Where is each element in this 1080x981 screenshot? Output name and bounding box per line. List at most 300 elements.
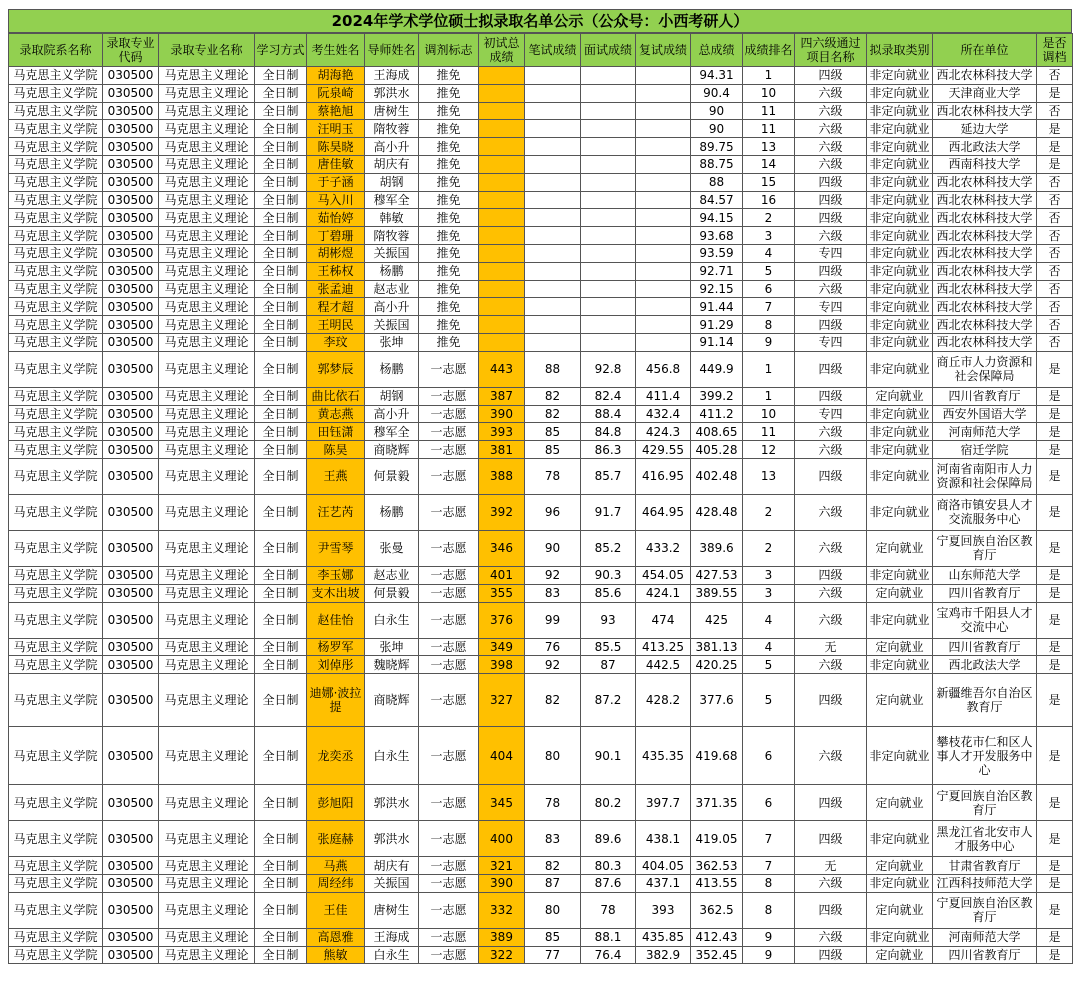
major-name-cell: 马克思主义理论 [159,441,255,459]
col-adjust-flag-header: 调剂标志 [419,34,479,67]
prelim-score-cell: 400 [479,821,525,857]
total-score-cell: 92.15 [691,280,743,298]
interview-score-cell: 93 [581,602,636,638]
advisor-cell: 高小升 [365,298,419,316]
table-row [9,566,1073,584]
work-unit-cell: 河南师范大学 [933,423,1037,441]
admit-type-cell: 非定向就业 [867,138,933,156]
written-score-cell [525,280,581,298]
adjust-flag-cell: 推免 [419,173,479,191]
total-score-cell: 84.57 [691,191,743,209]
col-interview-score-header: 面试成绩 [581,34,636,67]
admit-type-cell: 非定向就业 [867,84,933,102]
cet-cell: 四级 [795,785,867,821]
written-score-cell [525,102,581,120]
prelim-score-cell: 355 [479,584,525,602]
prelim-score-cell [479,244,525,262]
total-score-cell: 91.29 [691,316,743,334]
dept-cell: 马克思主义学院 [9,173,103,191]
retest-score-cell [636,102,691,120]
adjust-flag-cell: 推免 [419,316,479,334]
study-mode-cell: 全日制 [255,120,307,138]
retest-score-cell [636,280,691,298]
table-row [9,84,1073,102]
student-name-cell: 刘倬彤 [307,656,365,674]
interview-score-cell: 91.7 [581,494,636,530]
total-score-cell: 381.13 [691,638,743,656]
study-mode-cell: 全日制 [255,298,307,316]
total-score-cell: 411.2 [691,405,743,423]
table-row [9,351,1073,387]
dept-cell: 马克思主义学院 [9,674,103,727]
total-score-cell: 389.6 [691,530,743,566]
major-code-cell: 030500 [103,280,159,298]
table-row [9,821,1073,857]
total-score-cell: 419.68 [691,727,743,785]
adjust-flag-cell: 一志愿 [419,423,479,441]
cet-cell: 专四 [795,298,867,316]
written-score-cell: 78 [525,785,581,821]
rank-cell: 2 [743,209,795,227]
study-mode-cell: 全日制 [255,387,307,405]
work-unit-cell: 四川省教育厅 [933,638,1037,656]
prelim-score-cell: 376 [479,602,525,638]
study-mode-cell: 全日制 [255,405,307,423]
written-score-cell [525,262,581,280]
major-name-cell: 马克思主义理论 [159,892,255,928]
total-score-cell: 399.2 [691,387,743,405]
dept-cell: 马克思主义学院 [9,946,103,964]
cet-cell: 无 [795,638,867,656]
cet-cell: 四级 [795,458,867,494]
rank-cell: 8 [743,892,795,928]
work-unit-cell: 西北农林科技大学 [933,298,1037,316]
advisor-cell: 白永生 [365,727,419,785]
major-name-cell: 马克思主义理论 [159,387,255,405]
work-unit-cell: 西北农林科技大学 [933,227,1037,245]
table-row [9,602,1073,638]
prelim-score-cell: 388 [479,458,525,494]
prelim-score-cell: 389 [479,928,525,946]
major-name-cell: 马克思主义理论 [159,84,255,102]
total-score-cell: 90 [691,102,743,120]
dept-cell: 马克思主义学院 [9,566,103,584]
admit-type-cell: 定向就业 [867,946,933,964]
major-code-cell: 030500 [103,674,159,727]
prelim-score-cell [479,173,525,191]
study-mode-cell: 全日制 [255,155,307,173]
major-code-cell: 030500 [103,892,159,928]
student-name-cell: 王秭权 [307,262,365,280]
study-mode-cell: 全日制 [255,727,307,785]
retest-score-cell [636,316,691,334]
work-unit-cell: 西北政法大学 [933,656,1037,674]
written-score-cell [525,84,581,102]
interview-score-cell [581,333,636,351]
rank-cell: 14 [743,155,795,173]
major-code-cell: 030500 [103,423,159,441]
admit-type-cell: 定向就业 [867,674,933,727]
major-code-cell: 030500 [103,351,159,387]
transfer-file-cell: 是 [1037,120,1073,138]
adjust-flag-cell: 一志愿 [419,785,479,821]
rank-cell: 6 [743,727,795,785]
student-name-cell: 王佳 [307,892,365,928]
student-name-cell: 王燕 [307,458,365,494]
adjust-flag-cell: 推免 [419,138,479,156]
major-code-cell: 030500 [103,656,159,674]
advisor-cell: 韩敏 [365,209,419,227]
written-score-cell [525,67,581,85]
prelim-score-cell: 322 [479,946,525,964]
advisor-cell: 关振国 [365,874,419,892]
major-name-cell: 马克思主义理论 [159,155,255,173]
rank-cell: 2 [743,530,795,566]
total-score-cell: 352.45 [691,946,743,964]
student-name-cell: 胡彬煜 [307,244,365,262]
major-code-cell: 030500 [103,84,159,102]
student-name-cell: 张庭赫 [307,821,365,857]
prelim-score-cell [479,84,525,102]
retest-score-cell: 437.1 [636,874,691,892]
retest-score-cell: 442.5 [636,656,691,674]
transfer-file-cell: 是 [1037,928,1073,946]
written-score-cell: 82 [525,405,581,423]
adjust-flag-cell: 推免 [419,244,479,262]
cet-cell: 专四 [795,244,867,262]
major-code-cell: 030500 [103,928,159,946]
retest-score-cell: 397.7 [636,785,691,821]
dept-cell: 马克思主义学院 [9,155,103,173]
written-score-cell: 77 [525,946,581,964]
admit-type-cell: 定向就业 [867,892,933,928]
work-unit-cell: 延边大学 [933,120,1037,138]
written-score-cell: 92 [525,566,581,584]
admit-type-cell: 非定向就业 [867,227,933,245]
adjust-flag-cell: 推免 [419,84,479,102]
prelim-score-cell [479,102,525,120]
work-unit-cell: 西北农林科技大学 [933,262,1037,280]
written-score-cell: 96 [525,494,581,530]
table-row [9,423,1073,441]
transfer-file-cell: 是 [1037,441,1073,459]
study-mode-cell: 全日制 [255,602,307,638]
work-unit-cell: 西北农林科技大学 [933,173,1037,191]
transfer-file-cell: 是 [1037,892,1073,928]
table-row [9,173,1073,191]
interview-score-cell [581,120,636,138]
adjust-flag-cell: 推免 [419,333,479,351]
transfer-file-cell: 是 [1037,727,1073,785]
cet-cell: 六级 [795,280,867,298]
adjust-flag-cell: 一志愿 [419,584,479,602]
adjust-flag-cell: 一志愿 [419,351,479,387]
retest-score-cell [636,120,691,138]
interview-score-cell [581,155,636,173]
student-name-cell: 马燕 [307,857,365,875]
transfer-file-cell: 是 [1037,458,1073,494]
adjust-flag-cell: 一志愿 [419,405,479,423]
cet-cell: 六级 [795,602,867,638]
total-score-cell: 449.9 [691,351,743,387]
prelim-score-cell: 390 [479,874,525,892]
dept-cell: 马克思主义学院 [9,530,103,566]
major-code-cell: 030500 [103,638,159,656]
major-name-cell: 马克思主义理论 [159,674,255,727]
prelim-score-cell [479,316,525,334]
adjust-flag-cell: 推免 [419,280,479,298]
work-unit-cell: 西北政法大学 [933,138,1037,156]
dept-cell: 马克思主义学院 [9,227,103,245]
work-unit-cell: 西北农林科技大学 [933,191,1037,209]
student-name-cell: 汪明玉 [307,120,365,138]
rank-cell: 11 [743,423,795,441]
dept-cell: 马克思主义学院 [9,405,103,423]
interview-score-cell: 87.6 [581,874,636,892]
major-name-cell: 马克思主义理论 [159,584,255,602]
dept-cell: 马克思主义学院 [9,387,103,405]
retest-score-cell [636,244,691,262]
dept-cell: 马克思主义学院 [9,638,103,656]
dept-cell: 马克思主义学院 [9,209,103,227]
table-row [9,67,1073,85]
rank-cell: 3 [743,566,795,584]
admit-type-cell: 非定向就业 [867,67,933,85]
work-unit-cell: 宁夏回族自治区教育厅 [933,892,1037,928]
col-transfer-file-header: 是否调档 [1037,34,1073,67]
adjust-flag-cell: 一志愿 [419,530,479,566]
written-score-cell: 82 [525,387,581,405]
interview-score-cell: 89.6 [581,821,636,857]
student-name-cell: 程才超 [307,298,365,316]
student-name-cell: 阮泉崎 [307,84,365,102]
table-row [9,155,1073,173]
admit-type-cell: 定向就业 [867,785,933,821]
prelim-score-cell: 327 [479,674,525,727]
transfer-file-cell: 是 [1037,638,1073,656]
advisor-cell: 张坤 [365,333,419,351]
total-score-cell: 389.55 [691,584,743,602]
adjust-flag-cell: 一志愿 [419,638,479,656]
dept-cell: 马克思主义学院 [9,874,103,892]
dept-cell: 马克思主义学院 [9,892,103,928]
interview-score-cell: 87.2 [581,674,636,727]
cet-cell: 六级 [795,530,867,566]
transfer-file-cell: 是 [1037,946,1073,964]
admit-type-cell: 非定向就业 [867,656,933,674]
prelim-score-cell: 346 [479,530,525,566]
student-name-cell: 王明民 [307,316,365,334]
total-score-cell: 89.75 [691,138,743,156]
dept-cell: 马克思主义学院 [9,298,103,316]
total-score-cell: 413.55 [691,874,743,892]
study-mode-cell: 全日制 [255,173,307,191]
major-code-cell: 030500 [103,102,159,120]
rank-cell: 6 [743,785,795,821]
adjust-flag-cell: 一志愿 [419,441,479,459]
written-score-cell: 82 [525,674,581,727]
advisor-cell: 白永生 [365,946,419,964]
cet-cell: 无 [795,857,867,875]
cet-cell: 六级 [795,120,867,138]
prelim-score-cell [479,298,525,316]
total-score-cell: 371.35 [691,785,743,821]
advisor-cell: 高小升 [365,138,419,156]
admit-type-cell: 非定向就业 [867,494,933,530]
written-score-cell [525,316,581,334]
retest-score-cell [636,155,691,173]
major-code-cell: 030500 [103,494,159,530]
cet-cell: 四级 [795,173,867,191]
student-name-cell: 张孟迪 [307,280,365,298]
interview-score-cell: 85.5 [581,638,636,656]
student-name-cell: 茹怡婷 [307,209,365,227]
rank-cell: 4 [743,638,795,656]
rank-cell: 5 [743,262,795,280]
student-name-cell: 尹雪琴 [307,530,365,566]
total-score-cell: 94.15 [691,209,743,227]
written-score-cell [525,227,581,245]
adjust-flag-cell: 推免 [419,102,479,120]
table-row [9,494,1073,530]
major-name-cell: 马克思主义理论 [159,405,255,423]
advisor-cell: 胡钢 [365,387,419,405]
transfer-file-cell: 否 [1037,298,1073,316]
cet-cell: 四级 [795,946,867,964]
adjust-flag-cell: 推免 [419,298,479,316]
retest-score-cell: 438.1 [636,821,691,857]
admit-type-cell: 非定向就业 [867,821,933,857]
major-name-cell: 马克思主义理论 [159,262,255,280]
written-score-cell [525,191,581,209]
admit-type-cell: 非定向就业 [867,441,933,459]
advisor-cell: 胡庆有 [365,857,419,875]
admission-table [8,33,1073,964]
total-score-cell: 377.6 [691,674,743,727]
student-name-cell: 李玟 [307,333,365,351]
work-unit-cell: 黑龙江省北安市人才服务中心 [933,821,1037,857]
retest-score-cell: 424.3 [636,423,691,441]
major-name-cell: 马克思主义理论 [159,423,255,441]
major-name-cell: 马克思主义理论 [159,458,255,494]
dept-cell: 马克思主义学院 [9,120,103,138]
work-unit-cell: 河南师范大学 [933,928,1037,946]
adjust-flag-cell: 一志愿 [419,821,479,857]
study-mode-cell: 全日制 [255,423,307,441]
study-mode-cell: 全日制 [255,892,307,928]
advisor-cell: 郭洪水 [365,821,419,857]
rank-cell: 8 [743,874,795,892]
student-name-cell: 陈昊 [307,441,365,459]
dept-cell: 马克思主义学院 [9,602,103,638]
written-score-cell: 90 [525,530,581,566]
student-name-cell: 黄志燕 [307,405,365,423]
total-score-cell: 420.25 [691,656,743,674]
study-mode-cell: 全日制 [255,333,307,351]
admit-type-cell: 非定向就业 [867,874,933,892]
rank-cell: 5 [743,656,795,674]
cet-cell: 四级 [795,209,867,227]
adjust-flag-cell: 一志愿 [419,602,479,638]
major-name-cell: 马克思主义理论 [159,857,255,875]
retest-score-cell [636,67,691,85]
dept-cell: 马克思主义学院 [9,857,103,875]
transfer-file-cell: 是 [1037,566,1073,584]
retest-score-cell: 413.25 [636,638,691,656]
interview-score-cell [581,102,636,120]
admit-type-cell: 非定向就业 [867,102,933,120]
admit-type-cell: 非定向就业 [867,727,933,785]
retest-score-cell: 393 [636,892,691,928]
retest-score-cell: 411.4 [636,387,691,405]
written-score-cell [525,155,581,173]
col-study-mode-header: 学习方式 [255,34,307,67]
table-row [9,405,1073,423]
interview-score-cell: 90.1 [581,727,636,785]
admit-type-cell: 非定向就业 [867,333,933,351]
prelim-score-cell: 398 [479,656,525,674]
major-name-cell: 马克思主义理论 [159,494,255,530]
transfer-file-cell: 是 [1037,138,1073,156]
adjust-flag-cell: 推免 [419,227,479,245]
major-name-cell: 马克思主义理论 [159,351,255,387]
major-code-cell: 030500 [103,874,159,892]
student-name-cell: 曲比依石 [307,387,365,405]
study-mode-cell: 全日制 [255,441,307,459]
study-mode-cell: 全日制 [255,209,307,227]
advisor-cell: 杨鹏 [365,494,419,530]
interview-score-cell: 92.8 [581,351,636,387]
cet-cell: 四级 [795,821,867,857]
written-score-cell: 85 [525,423,581,441]
total-score-cell: 90 [691,120,743,138]
cet-cell: 专四 [795,405,867,423]
admit-type-cell: 非定向就业 [867,173,933,191]
written-score-cell: 83 [525,584,581,602]
student-name-cell: 蔡艳旭 [307,102,365,120]
work-unit-cell: 西北农林科技大学 [933,67,1037,85]
col-dept-header: 录取院系名称 [9,34,103,67]
dept-cell: 马克思主义学院 [9,67,103,85]
dept-cell: 马克思主义学院 [9,458,103,494]
rank-cell: 16 [743,191,795,209]
admit-type-cell: 定向就业 [867,857,933,875]
retest-score-cell [636,333,691,351]
retest-score-cell: 416.95 [636,458,691,494]
work-unit-cell: 宝鸡市千阳县人才交流中心 [933,602,1037,638]
table-body [9,67,1073,964]
major-code-cell: 030500 [103,227,159,245]
adjust-flag-cell: 一志愿 [419,946,479,964]
study-mode-cell: 全日制 [255,674,307,727]
dept-cell: 马克思主义学院 [9,494,103,530]
cet-cell: 六级 [795,155,867,173]
prelim-score-cell: 404 [479,727,525,785]
table-row [9,120,1073,138]
retest-score-cell: 474 [636,602,691,638]
total-score-cell: 88 [691,173,743,191]
col-major-name-header: 录取专业名称 [159,34,255,67]
rank-cell: 4 [743,244,795,262]
major-code-cell: 030500 [103,405,159,423]
work-unit-cell: 四川省教育厅 [933,946,1037,964]
prelim-score-cell: 321 [479,857,525,875]
major-code-cell: 030500 [103,458,159,494]
major-code-cell: 030500 [103,946,159,964]
total-score-cell: 362.5 [691,892,743,928]
study-mode-cell: 全日制 [255,244,307,262]
interview-score-cell [581,138,636,156]
